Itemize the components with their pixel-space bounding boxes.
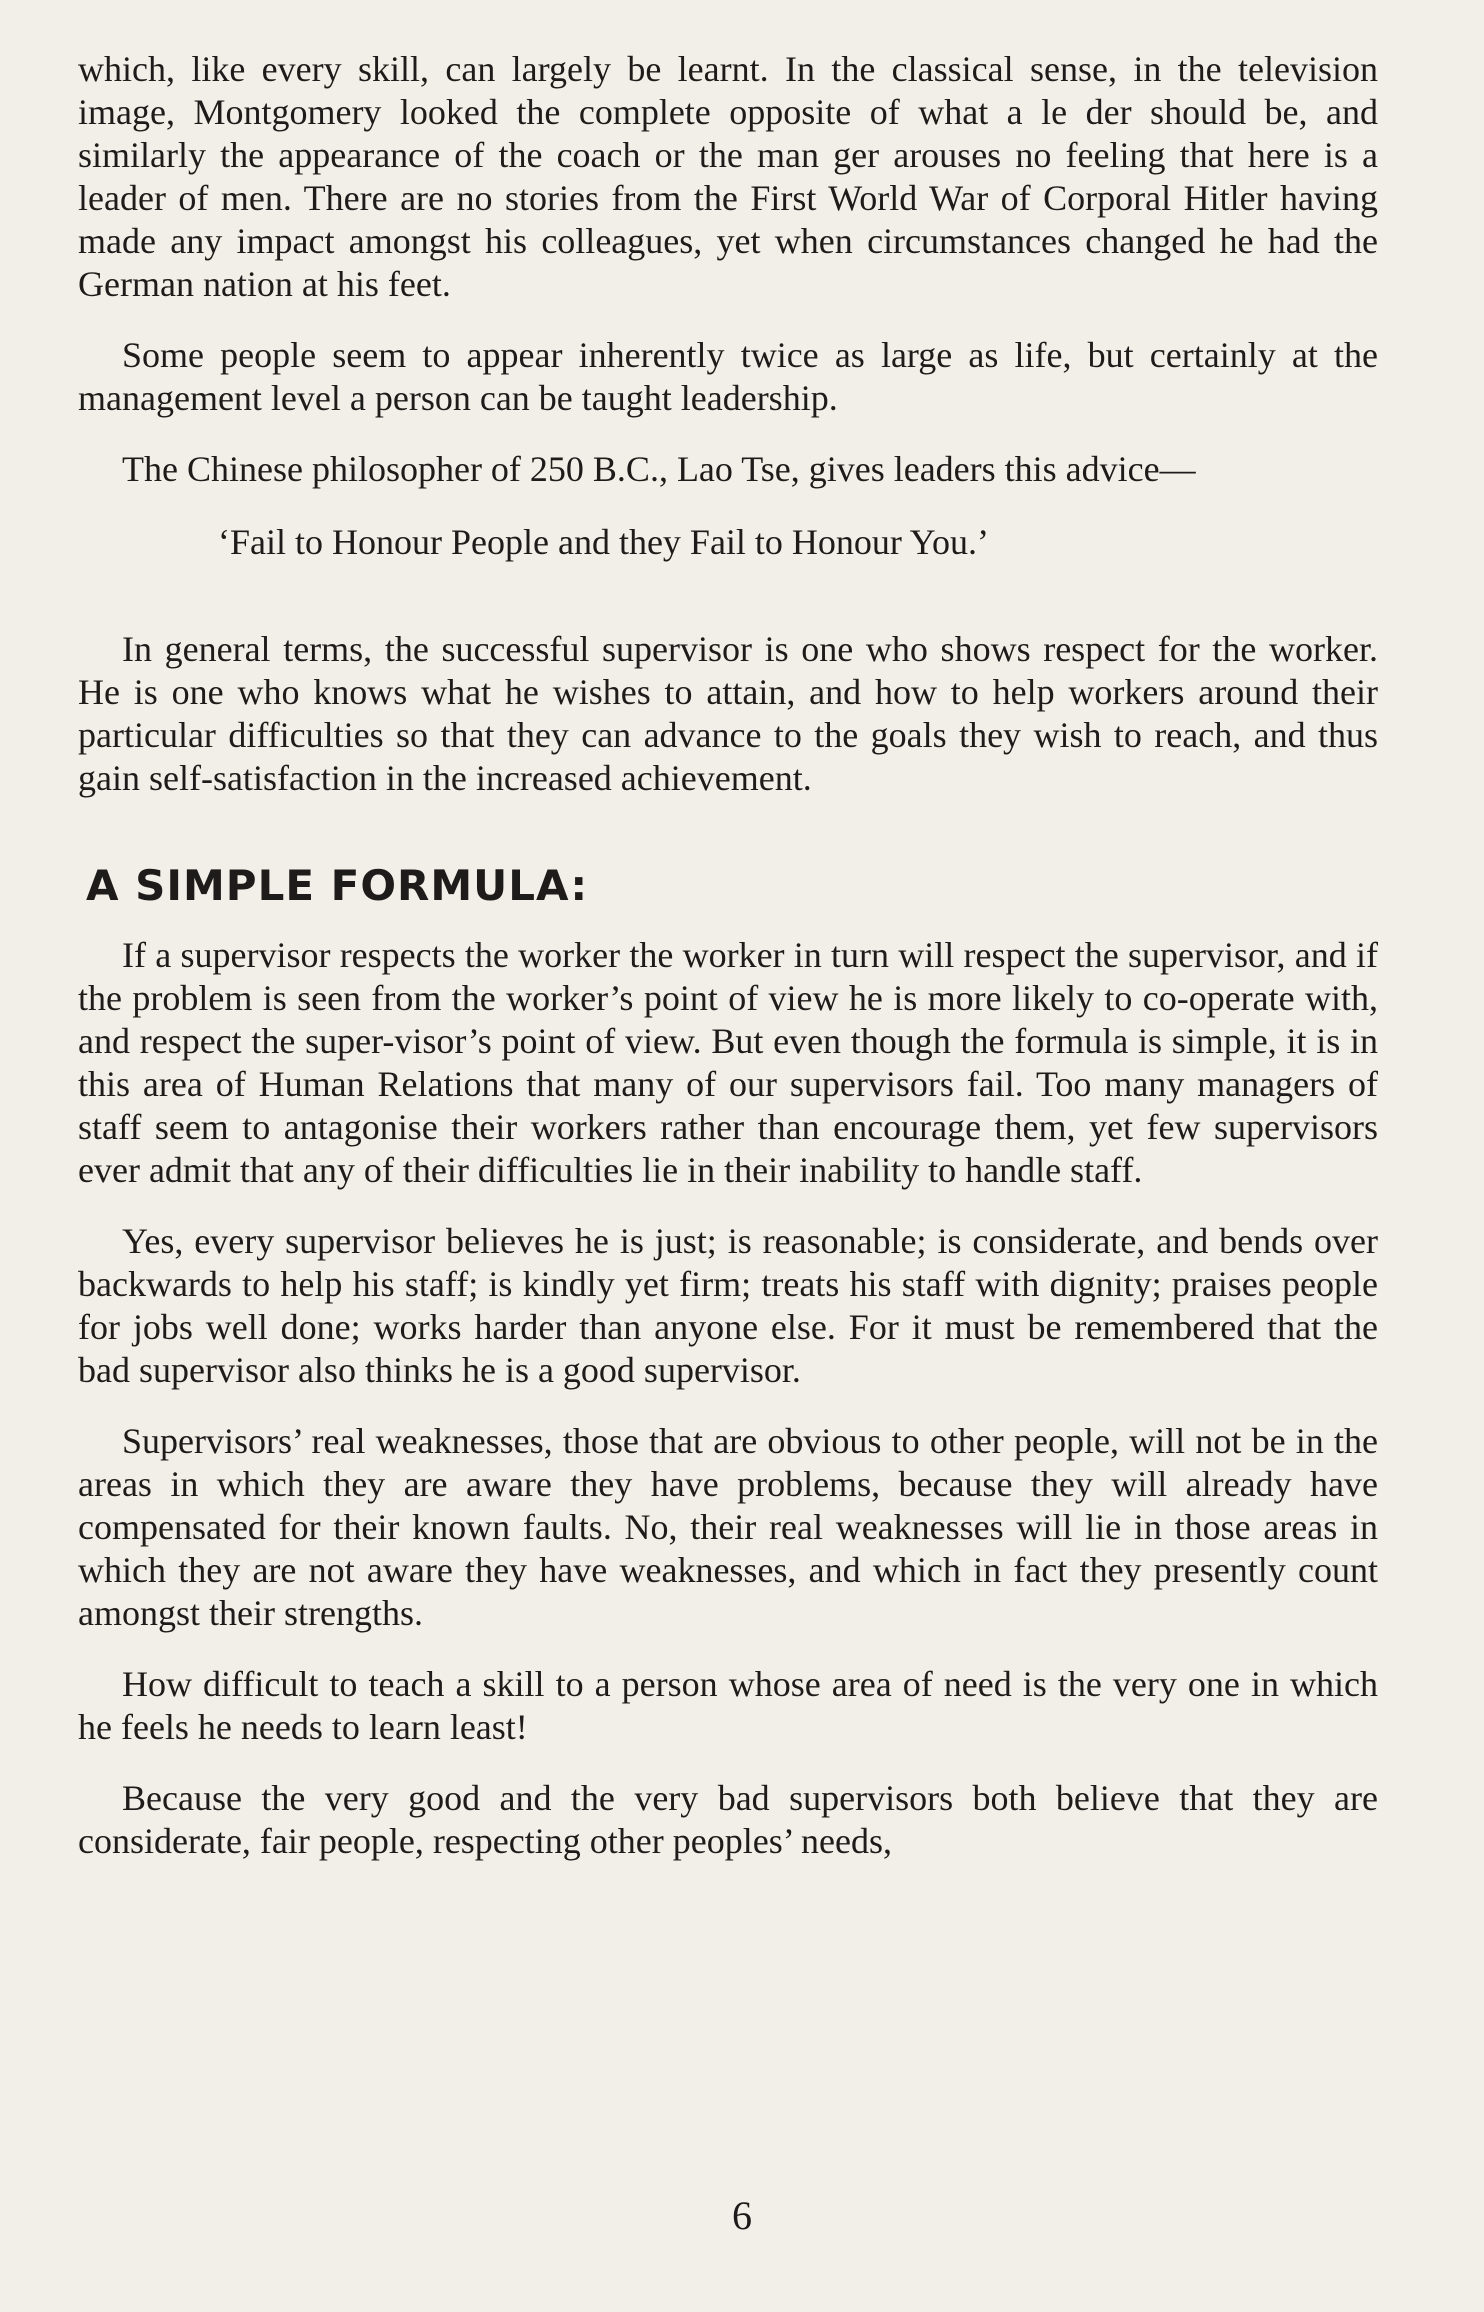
- section-heading: A SIMPLE FORMULA:: [86, 861, 589, 910]
- paragraph-general-terms: In general terms, the successful supervisor is one who shows respect for the worker. He is one who knows what he wishes to attain, and how to help workers around their particular difficulties so that they can advance to the goals they wish to reach, and thus gain self-satisfaction in the increased achievement.: [78, 629, 1378, 798]
- paragraph-lao-tse: The Chinese philosopher of 250 B.C., Lao Tse, gives leaders this advice—: [122, 449, 1196, 489]
- page-body: [78, 48, 1378, 1891]
- paragraph-formula: If a supervisor respects the worker the worker in turn will respect the supervisor, and if the problem is seen from the worker’s point of view he is more likely to co-operate with, and respect the super-visor’s point of view. But even though the formula is simple, it is in this area of Human Relations that many of our supervisors fail. Too many managers of staff seem to antagonise their workers rather than encourage them, yet few supervisors ever admit that any of their difficulties lie in their inability to handle staff.: [78, 935, 1378, 1190]
- paragraph-how-difficult: How difficult to teach a skill to a person whose area of need is the very one in which he feels he needs to learn least!: [78, 1664, 1378, 1747]
- paragraph-larger-than-life: Some people seem to appear inherently twice as large as life, but certainly at the management level a person can be taught leadership.: [78, 335, 1378, 418]
- paragraph-because: Because the very good and the very bad supervisors both believe that they are considerate, fair people, respecting other peoples’ needs,: [78, 1778, 1378, 1861]
- lao-tse-quote: ‘Fail to Honour People and they Fail to Honour You.’: [218, 522, 989, 562]
- paragraph-leadership-learnt: which, like every skill, can largely be learnt. In the classical sense, in the television image, Montgomery looked the complete opposite of what a le der should be, and similarly the appearance of the coach or the man ger arouses no feeling that here is a leader of men. There are no stories from the First World War of Corporal Hitler having made any impact amongst his colleagues, yet when circumstances changed he had the German nation at his feet.: [78, 49, 1378, 304]
- paragraph-every-supervisor: Yes, every supervisor believes he is just; is reasonable; is considerate, and bends over backwards to help his staff; is kindly yet firm; treats his staff with dignity; praises people for jobs well done; works harder than anyone else. For it must be remembered that the bad supervisor also thinks he is a good supervisor.: [78, 1221, 1378, 1390]
- page-number: 6: [732, 2193, 752, 2238]
- paragraph-real-weaknesses: Supervisors’ real weaknesses, those that are obvious to other people, will not be in the areas in which they are aware they have problems, because they will already have compensated for their known faults. No, their real weaknesses will lie in those areas in which they are not aware they have weaknesses, and which in fact they presently count amongst their strengths.: [78, 1421, 1378, 1633]
